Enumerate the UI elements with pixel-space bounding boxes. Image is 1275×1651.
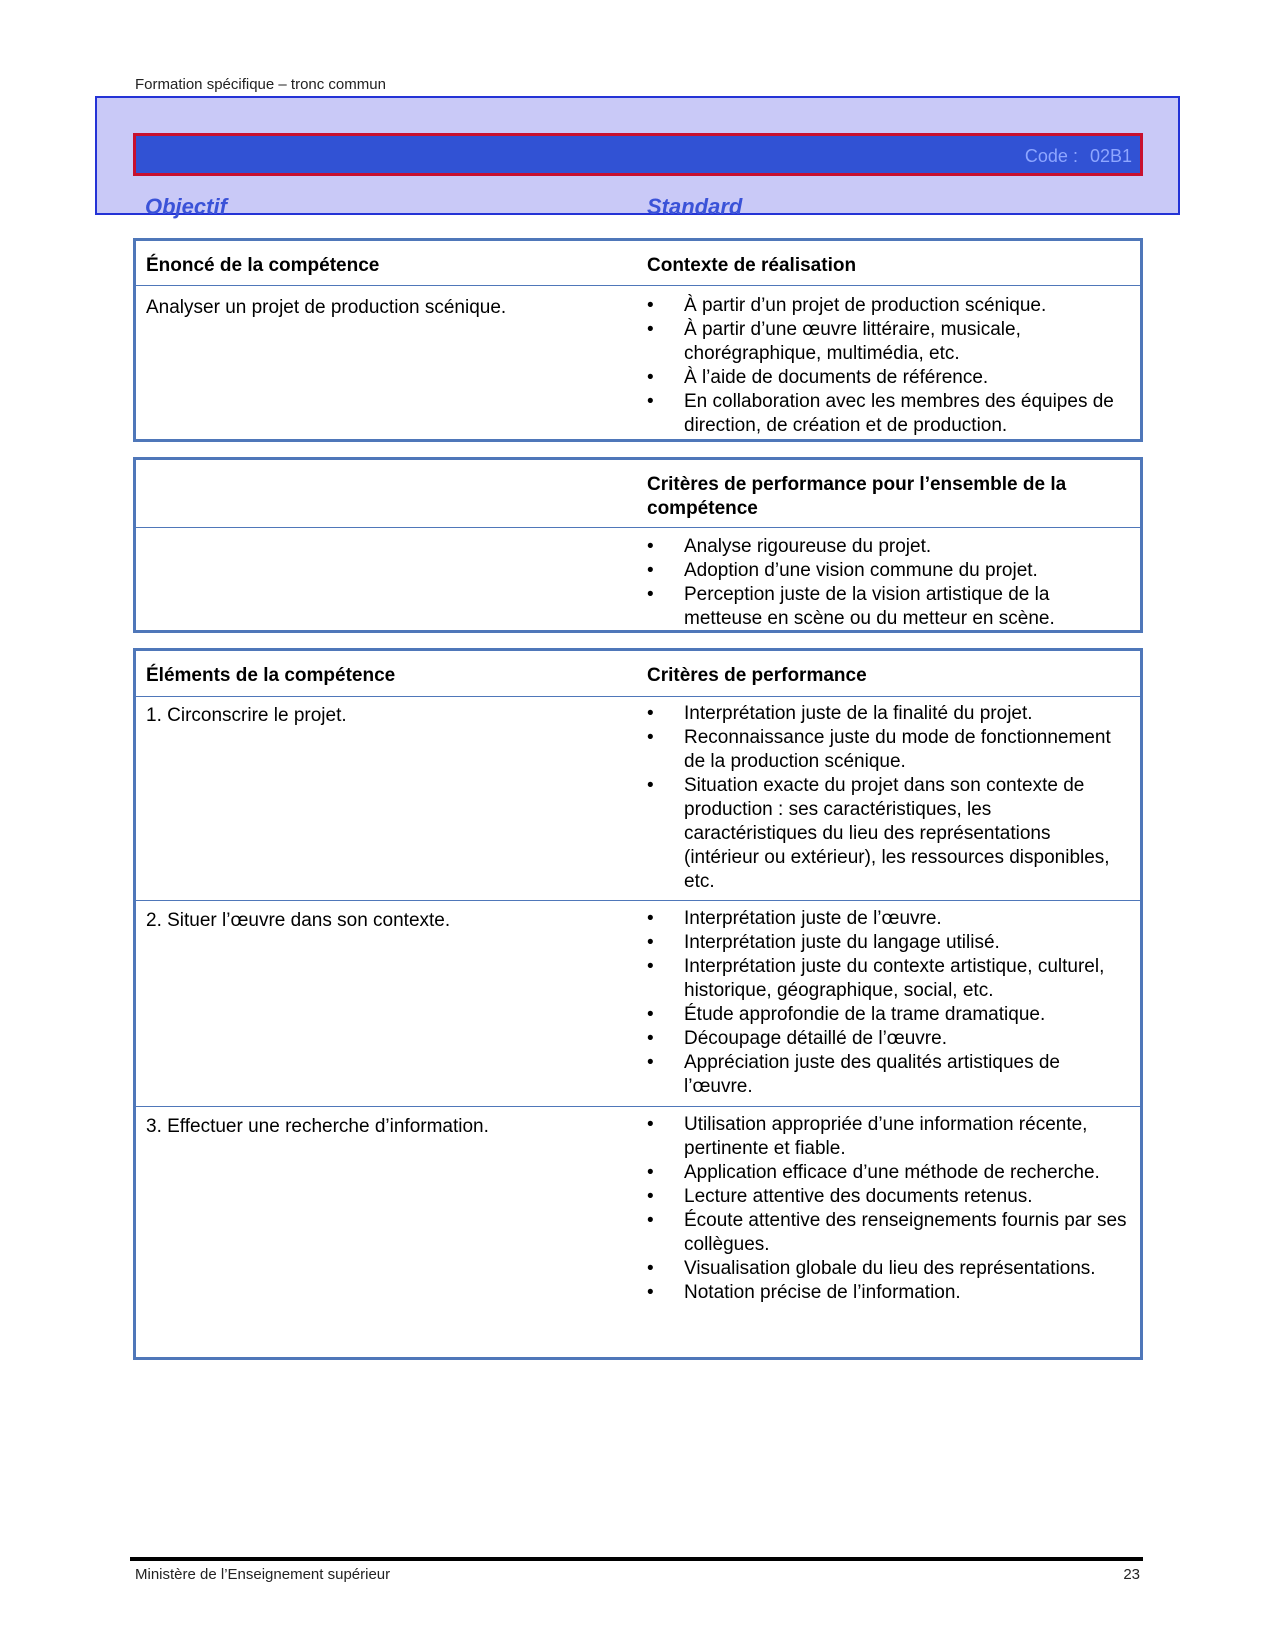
list-item: • Utilisation appropriée d’une information récente, pertinente et fiable.	[647, 1113, 1127, 1161]
objective-label: Objectif	[145, 194, 227, 219]
list-item: • Lecture attentive des documents retenus.	[647, 1185, 1127, 1209]
competency-code	[1025, 146, 1132, 167]
list-item: • À l’aide de documents de référence.	[647, 366, 1127, 390]
list-item: • Visualisation globale du lieu des représentations.	[647, 1257, 1127, 1281]
table-header-row	[136, 241, 1140, 286]
list-item: • Adoption d’une vision commune du projet.	[647, 559, 1127, 583]
overall-criteria-table	[133, 457, 1143, 633]
table-header-row	[136, 651, 1140, 697]
elements-criteria-table	[133, 648, 1143, 1360]
list-item: • Écoute attentive des renseignements fournis par ses collègues.	[647, 1209, 1127, 1257]
competency-code-bar	[133, 133, 1143, 176]
overall-criteria-heading: Critères de performance pour l’ensemble de la compétence	[647, 474, 1067, 519]
element-label: 1. Circonscrire le projet.	[146, 705, 347, 726]
list-item: • À partir d’un projet de production scénique.	[647, 294, 1127, 318]
table-row	[136, 1107, 1140, 1359]
list-item: • Application efficace d’une méthode de recherche.	[647, 1161, 1127, 1185]
overall-criteria-list	[647, 535, 1127, 631]
criteria-list	[647, 1113, 1127, 1305]
criteria-list	[647, 907, 1127, 1099]
page-number: 23	[1123, 1566, 1140, 1583]
list-item: • Interprétation juste de la finalité du projet.	[647, 702, 1127, 726]
table-row	[136, 286, 1140, 440]
statement-heading: Énoncé de la compétence	[146, 255, 380, 276]
elements-heading: Éléments de la compétence	[146, 665, 396, 686]
list-item: • À partir d’une œuvre littéraire, musicale, chorégraphique, multimédia, etc.	[647, 318, 1127, 366]
standard-label: Standard	[647, 194, 743, 219]
table-row	[136, 528, 1140, 631]
list-item: • Notation précise de l’information.	[647, 1281, 1127, 1305]
code-label: Code :	[1024, 146, 1078, 166]
list-item: • Analyse rigoureuse du projet.	[647, 535, 1127, 559]
statement-context-table	[133, 238, 1143, 442]
footer-rule	[130, 1557, 1143, 1561]
list-item: • Interprétation juste de l’œuvre.	[647, 907, 1127, 931]
criteria-heading: Critères de performance	[647, 665, 867, 686]
running-header-title: Formation spécifique – tronc commun	[135, 76, 386, 93]
list-item: • Appréciation juste des qualités artistiques de l’œuvre.	[647, 1051, 1127, 1099]
list-item: • Reconnaissance juste du mode de fonctionnement de la production scénique.	[647, 726, 1127, 774]
list-item: • Interprétation juste du langage utilisé.	[647, 931, 1127, 955]
code-value: 02B1	[1089, 146, 1132, 166]
element-label: 3. Effectuer une recherche d’information.	[146, 1116, 489, 1137]
context-list	[647, 294, 1127, 438]
list-item: • Situation exacte du projet dans son contexte de production : ses caractéristiques, les caractéristiques du lieu des représentations (intérieur ou extérieur), les ressources disponibles, etc.	[647, 774, 1127, 894]
list-item: • Étude approfondie de la trame dramatique.	[647, 1003, 1127, 1027]
list-item: • Perception juste de la vision artistique de la metteuse en scène ou du metteur en scène.	[647, 583, 1127, 631]
list-item: • Découpage détaillé de l’œuvre.	[647, 1027, 1127, 1051]
context-heading: Contexte de réalisation	[647, 255, 857, 276]
list-item: • Interprétation juste du contexte artistique, culturel, historique, géographique, social, etc.	[647, 955, 1127, 1003]
table-row	[136, 697, 1140, 901]
footer-ministry: Ministère de l’Enseignement supérieur	[135, 1566, 391, 1583]
table-row	[136, 901, 1140, 1107]
competency-statement: Analyser un projet de production scénique.	[146, 297, 507, 318]
table-header-row	[136, 460, 1140, 528]
element-label: 2. Situer l’œuvre dans son contexte.	[146, 910, 451, 931]
criteria-list	[647, 702, 1127, 894]
list-item: • En collaboration avec les membres des équipes de direction, de création et de production.	[647, 390, 1127, 438]
